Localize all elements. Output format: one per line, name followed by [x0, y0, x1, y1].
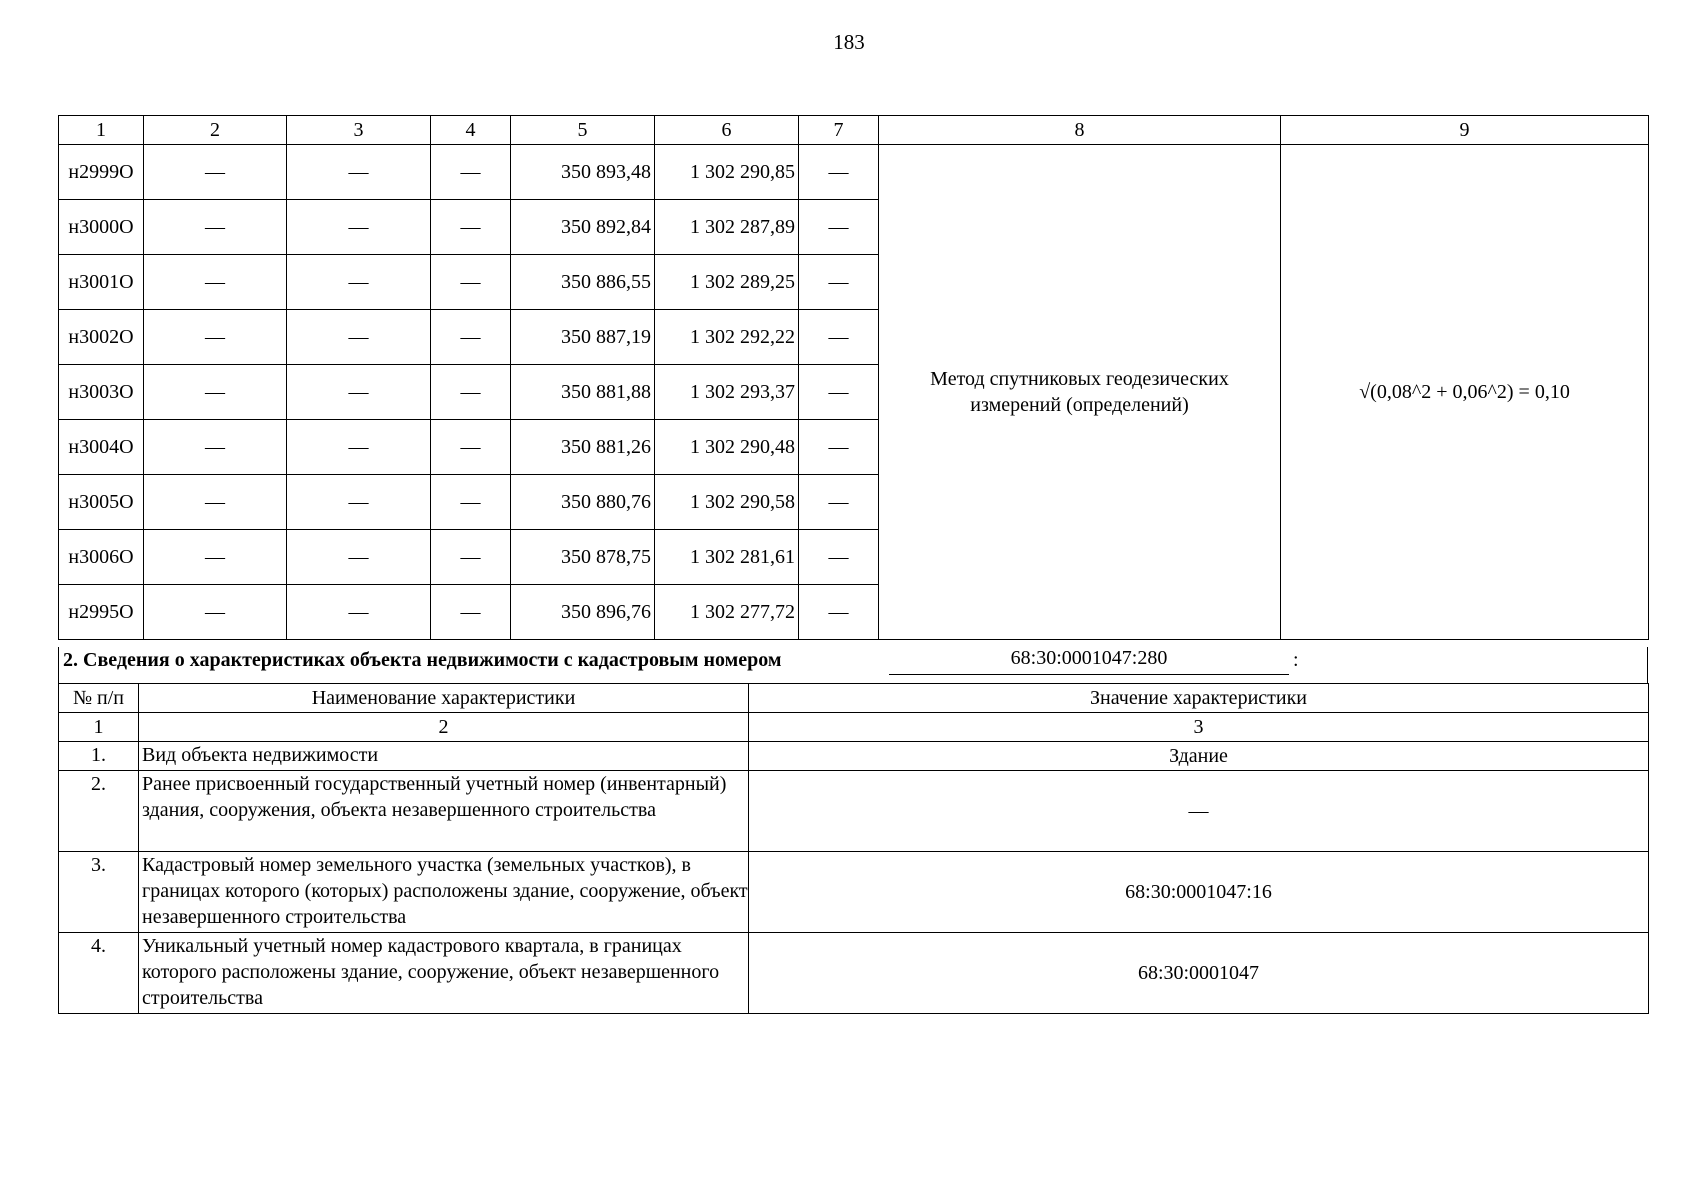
cell-value: —	[431, 310, 511, 365]
cell-value: —	[144, 310, 287, 365]
characteristics-header-row	[59, 684, 1649, 713]
column-number: 8	[879, 116, 1281, 145]
method-cell: Метод спутниковых геодезических измерений (определений)	[879, 145, 1281, 640]
cell-value: —	[799, 255, 879, 310]
column-number: 2	[139, 713, 749, 742]
x-coordinate: 350 887,19	[511, 310, 655, 365]
y-coordinate: 1 302 290,58	[655, 475, 799, 530]
y-coordinate: 1 302 292,22	[655, 310, 799, 365]
row-number: 2.	[59, 771, 139, 852]
x-coordinate: 350 896,76	[511, 585, 655, 640]
cell-value: —	[144, 145, 287, 200]
cell-value: —	[431, 420, 511, 475]
column-number: 3	[749, 713, 1649, 742]
cell-value: —	[431, 365, 511, 420]
cell-value: —	[287, 365, 431, 420]
table-row	[59, 933, 1649, 1014]
point-name: н3005О	[59, 475, 144, 530]
y-coordinate: 1 302 289,25	[655, 255, 799, 310]
cell-value: —	[431, 530, 511, 585]
column-header: Наименование характеристики	[139, 684, 749, 713]
point-name: н3001О	[59, 255, 144, 310]
column-number: 1	[59, 116, 144, 145]
x-coordinate: 350 881,26	[511, 420, 655, 475]
cell-value: —	[799, 365, 879, 420]
characteristic-value: —	[749, 771, 1649, 852]
characteristic-value: 68:30:0001047	[749, 933, 1649, 1014]
y-coordinate: 1 302 290,48	[655, 420, 799, 475]
cell-value: —	[287, 200, 431, 255]
characteristic-name: Ранее присвоенный государственный учетный номер (инвентарный) здания, сооружения, объекта незавершенного строительства	[139, 771, 749, 852]
cell-value: —	[144, 255, 287, 310]
cell-value: —	[144, 585, 287, 640]
row-number: 1.	[59, 742, 139, 771]
cell-value: —	[144, 475, 287, 530]
cell-value: —	[144, 200, 287, 255]
characteristic-name: Кадастровый номер земельного участка (земельных участков), в границах которого (которых) расположены здание, сооружение, объект незавершенного строительства	[139, 852, 749, 933]
y-coordinate: 1 302 281,61	[655, 530, 799, 585]
cell-value: —	[799, 585, 879, 640]
characteristic-name: Вид объекта недвижимости	[139, 742, 749, 771]
cell-value: —	[144, 530, 287, 585]
cell-value: —	[287, 530, 431, 585]
column-header: № п/п	[59, 684, 139, 713]
cell-value: —	[287, 420, 431, 475]
point-name: н3006О	[59, 530, 144, 585]
coordinates-header-row	[59, 116, 1649, 145]
section-title: 2. Сведения о характеристиках объекта недвижимости с кадастровым номером	[63, 649, 782, 671]
point-name: н2995О	[59, 585, 144, 640]
x-coordinate: 350 886,55	[511, 255, 655, 310]
column-numbers-row	[59, 713, 1649, 742]
table-row	[59, 771, 1649, 852]
page-number: 183	[833, 30, 865, 54]
characteristics-table	[58, 683, 1649, 1014]
characteristic-value: 68:30:0001047:16	[749, 852, 1649, 933]
table-row	[59, 742, 1649, 771]
column-number: 4	[431, 116, 511, 145]
cell-value: —	[287, 475, 431, 530]
x-coordinate: 350 880,76	[511, 475, 655, 530]
cell-value: —	[799, 530, 879, 585]
point-name: н3002О	[59, 310, 144, 365]
column-number: 2	[144, 116, 287, 145]
y-coordinate: 1 302 293,37	[655, 365, 799, 420]
x-coordinate: 350 878,75	[511, 530, 655, 585]
column-number: 1	[59, 713, 139, 742]
cell-value: —	[431, 145, 511, 200]
table-row	[59, 145, 1649, 200]
column-number: 3	[287, 116, 431, 145]
cell-value: —	[799, 145, 879, 200]
point-name: н3000О	[59, 200, 144, 255]
y-coordinate: 1 302 290,85	[655, 145, 799, 200]
column-number: 6	[655, 116, 799, 145]
cell-value: —	[799, 420, 879, 475]
row-number: 4.	[59, 933, 139, 1014]
x-coordinate: 350 892,84	[511, 200, 655, 255]
section-colon: :	[1293, 649, 1299, 671]
row-number: 3.	[59, 852, 139, 933]
coordinates-table	[58, 115, 1649, 640]
accuracy-cell: √(0,08^2 + 0,06^2) = 0,10	[1281, 145, 1649, 640]
cell-value: —	[799, 310, 879, 365]
column-number: 9	[1281, 116, 1649, 145]
table-row	[59, 852, 1649, 933]
point-name: н3003О	[59, 365, 144, 420]
characteristic-value: Здание	[749, 742, 1649, 771]
y-coordinate: 1 302 277,72	[655, 585, 799, 640]
column-number: 5	[511, 116, 655, 145]
section-heading	[58, 647, 1648, 683]
x-coordinate: 350 893,48	[511, 145, 655, 200]
cell-value: —	[431, 475, 511, 530]
point-name: н2999О	[59, 145, 144, 200]
characteristic-name: Уникальный учетный номер кадастрового квартала, в границах которого расположены здание, сооружение, объект незавершенного строительства	[139, 933, 749, 1014]
cell-value: —	[287, 145, 431, 200]
cadastral-number: 68:30:0001047:280	[889, 647, 1289, 675]
cell-value: —	[431, 585, 511, 640]
cell-value: —	[144, 365, 287, 420]
cell-value: —	[144, 420, 287, 475]
y-coordinate: 1 302 287,89	[655, 200, 799, 255]
cell-value: —	[799, 200, 879, 255]
point-name: н3004О	[59, 420, 144, 475]
cell-value: —	[431, 200, 511, 255]
column-header: Значение характеристики	[749, 684, 1649, 713]
cell-value: —	[287, 310, 431, 365]
x-coordinate: 350 881,88	[511, 365, 655, 420]
column-number: 7	[799, 116, 879, 145]
cell-value: —	[287, 255, 431, 310]
cell-value: —	[799, 475, 879, 530]
cell-value: —	[431, 255, 511, 310]
cell-value: —	[287, 585, 431, 640]
